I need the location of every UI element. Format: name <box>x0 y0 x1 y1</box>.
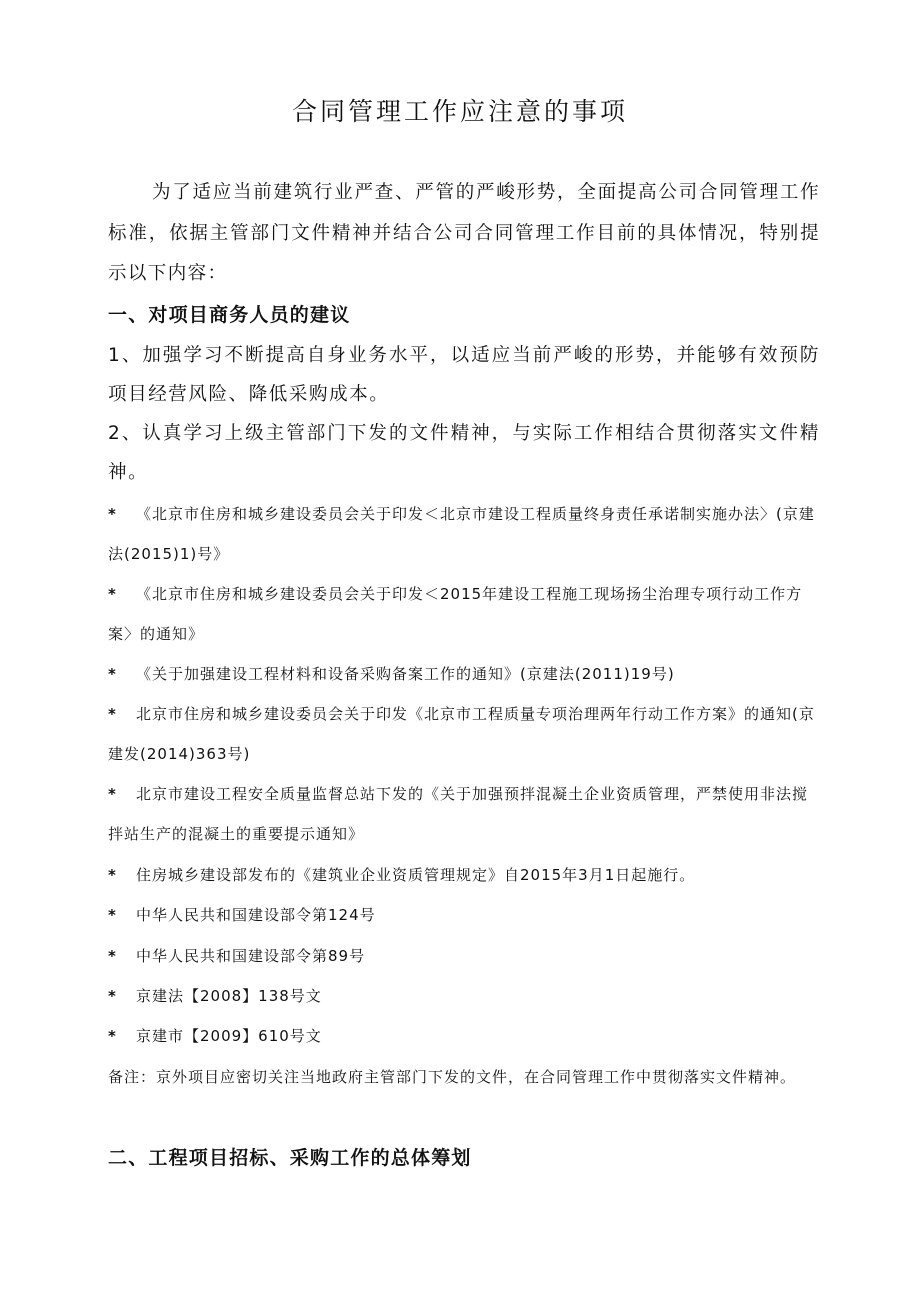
intro-paragraph: 为了适应当前建筑行业严查、严管的严峻形势，全面提高公司合同管理工作标准，依据主管部门文件精神并结合公司合同管理工作目前的具体情况，特别提示以下内容： <box>108 182 820 284</box>
section-1-item-1: 1、加强学习不断提高自身业务水平，以适应当前严峻的形势，并能够有效预防项目经营风险、降低采购成本。 <box>108 345 820 405</box>
document-reference-item <box>108 855 820 895</box>
document-reference-item <box>108 976 820 1016</box>
document-reference-item <box>108 895 820 935</box>
document-reference-text: 《北京市住房和城乡建设委员会关于印发＜2015年建设工程施工现场扬尘治理专项行动工作方案〉的通知》 <box>108 585 803 643</box>
document-reference-item <box>108 774 820 854</box>
bullet-marker: * <box>108 505 117 523</box>
bullet-marker: * <box>108 665 117 683</box>
document-reference-text: 中华人民共和国建设部令第89号 <box>136 947 366 965</box>
section-2-heading: 二、工程项目招标、采购工作的总体筹划 <box>108 1147 472 1169</box>
document-reference-text: 《北京市住房和城乡建设委员会关于印发＜北京市建设工程质量终身责任承诺制实施办法〉(京建法(2015)1)号》 <box>108 505 815 563</box>
document-reference-text: 京建法【2008】138号文 <box>136 987 322 1005</box>
document-reference-text: 北京市建设工程安全质量监督总站下发的《关于加强预拌混凝土企业资质管理，严禁使用非法搅拌站生产的混凝土的重要提示通知》 <box>108 785 809 843</box>
document-reference-item <box>108 494 820 574</box>
section-1-item-2: 2、认真学习上级主管部门下发的文件精神，与实际工作相结合贯彻落实文件精神。 <box>108 423 820 483</box>
bullet-marker: * <box>108 705 117 723</box>
document-reference-item <box>108 936 820 976</box>
bullet-marker: * <box>108 585 117 603</box>
bullet-marker: * <box>108 987 117 1005</box>
bullet-marker: * <box>108 1027 117 1045</box>
bullet-marker: * <box>108 947 117 965</box>
document-reference-text: 北京市住房和城乡建设委员会关于印发《北京市工程质量专项治理两年行动工作方案》的通知(京建发(2014)363号) <box>108 705 815 763</box>
remark-note: 备注：京外项目应密切关注当地政府主管部门下发的文件，在合同管理工作中贯彻落实文件精神。 <box>108 1068 797 1086</box>
document-reference-item <box>108 1016 820 1056</box>
bullet-marker: * <box>108 785 117 803</box>
document-reference-text: 京建市【2009】610号文 <box>136 1027 322 1045</box>
document-reference-item <box>108 694 820 774</box>
document-reference-text: 《关于加强建设工程材料和设备采购备案工作的通知》(京建法(2011)19号) <box>136 665 675 683</box>
document-reference-text: 中华人民共和国建设部令第124号 <box>136 906 376 924</box>
bullet-marker: * <box>108 866 117 884</box>
bullet-marker: * <box>108 906 117 924</box>
document-reference-item <box>108 654 820 694</box>
document-reference-item <box>108 574 820 654</box>
document-reference-text: 住房城乡建设部发布的《建筑业企业资质管理规定》自2015年3月1日起施行。 <box>136 866 696 884</box>
document-title: 合同管理工作应注意的事项 <box>291 97 628 126</box>
section-1-heading: 一、对项目商务人员的建议 <box>108 304 351 326</box>
